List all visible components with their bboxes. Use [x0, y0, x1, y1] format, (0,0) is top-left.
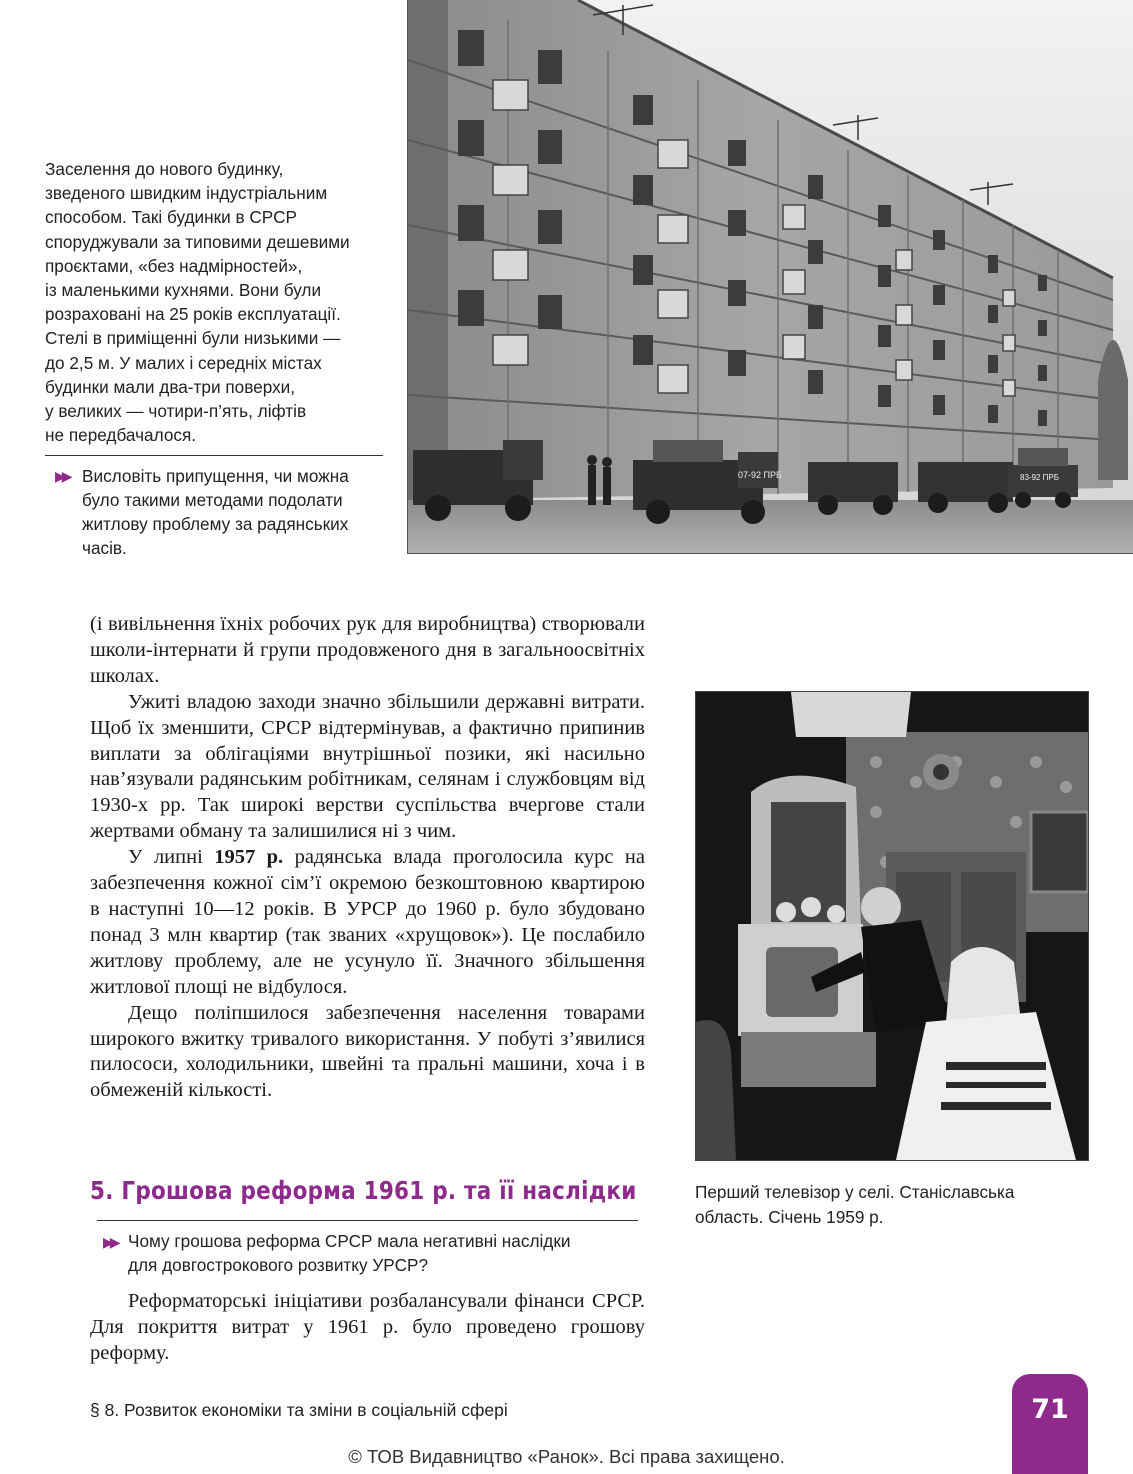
truck-plate: 83-92 ПРБ — [1020, 473, 1060, 482]
double-arrow-icon: ▶▶ — [55, 468, 69, 484]
bold-date: 1957 р. — [214, 846, 284, 869]
page-number: 71 — [1031, 1394, 1069, 1425]
text-span: радянська влада проголосила курс на забезпечення кожної сім’ї окремою безкоштовною квартирою в наступні 10—12 років. В УРСР до 1960 р. було збудовано понад 3 млн квартир (так званих «хрущовок»). Це послабило житлову проблему, але не усунуло її. Значного збільшення житлової площі не відбулося. — [90, 846, 645, 998]
section-paragraph — [90, 1289, 645, 1367]
copyright-notice: © ТОВ Видавництво «Ранок». Всі права захищено. — [348, 1446, 785, 1467]
double-arrow-icon: ▶▶ — [103, 1234, 117, 1250]
divider — [97, 1220, 638, 1221]
body-text — [90, 612, 645, 1104]
paragraph: Дещо поліпшилося забезпечення населення товарами широкого вжитку тривалого використання. У побуті з’явилися пилососи, холодильники, швейні та пральні машини, хоча і в обмеженій кількості. — [90, 1001, 645, 1102]
photo-first-television — [695, 691, 1089, 1161]
text-span: У липні — [128, 846, 215, 869]
truck-plate: 07-92 ПРБ — [738, 470, 782, 480]
paragraph — [90, 845, 645, 1000]
question-building: Висловіть припущення, чи можна було такими методами подолати житлову проблему за радянських часів. — [82, 466, 349, 558]
photo-caption-building: Заселення до нового будинку, зведеного швидким індустріальним способом. Такі будинки в СРСР споруджували за типовими дешевими проєктами, «без надмірностей», із маленькими кухнями. Вони були розраховані на 25 років експлуатації. Стелі в приміщенні були низькими — до 2,5 м. У малих і середніх містах будинки мали два-три поверхи, у великих — чотири-п’ять, ліфтів не передбачалося. — [45, 159, 350, 446]
section-heading: 5. Грошова реформа 1961 р. та її наслідки — [90, 1176, 637, 1205]
paragraph: (і вивільнення їхніх робочих рук для виробництва) створювали школи-інтернати й групи продовженого дня в загальноосвітніх школах. — [90, 613, 645, 687]
question-reform: Чому грошова реформа СРСР мала негативні наслідки для довгострокового розвитку УРСР? — [128, 1231, 571, 1275]
divider — [45, 455, 383, 456]
paragraph: Реформаторські ініціативи розбалансували фінанси СРСР. Для покриття витрат у 1961 р. було проведено грошову реформу. — [90, 1290, 645, 1364]
apartment-building-image — [408, 0, 1133, 553]
photo-apartment-building — [407, 0, 1133, 554]
footer-section-title: § 8. Розвиток економіки та зміни в соціальній сфері — [90, 1400, 508, 1420]
first-television-image — [696, 692, 1088, 1160]
photo-caption-television: Перший телевізор у селі. Станіславська область. Січень 1959 р. — [695, 1182, 1015, 1227]
paragraph: Ужиті владою заходи значно збільшили державні витрати. Щоб їх зменшити, СРСР відтермінував, а фактично припинив виплати за облігаціями внутрішньої позики, які насильно нав’язували радянським робітникам, селянам і службовцям від 1930-х рр. Так широкі верстви суспільства вчергове стали жертвами обману та залишилися ні з чим. — [90, 690, 645, 843]
